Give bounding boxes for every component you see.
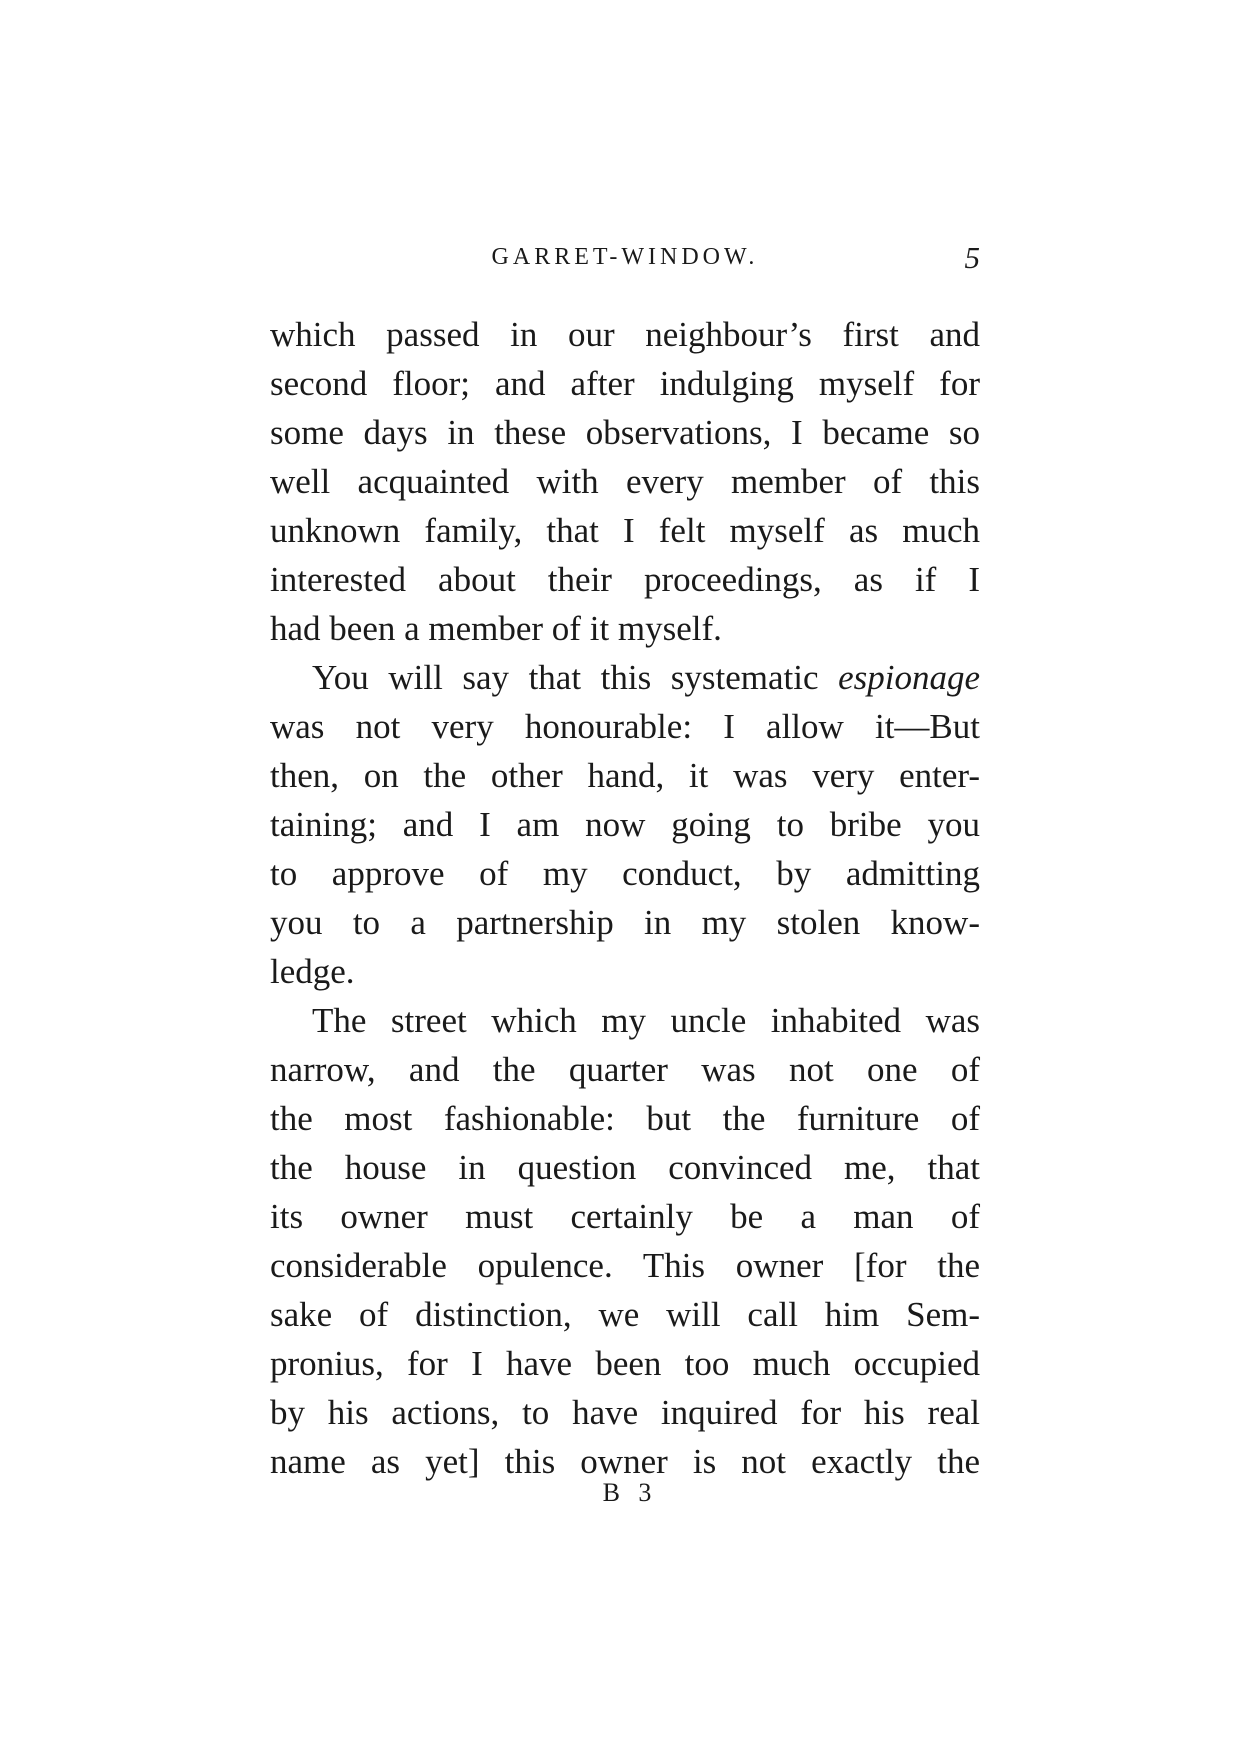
text-line: sake of distinction, we will call him Sem- bbox=[270, 1295, 980, 1334]
text-line: which passed in our neighbour’s first and bbox=[270, 315, 980, 354]
text-line: You will say that this systematic espionage bbox=[312, 658, 980, 697]
body-text bbox=[270, 310, 980, 1486]
page-number: 5 bbox=[964, 240, 980, 275]
text-line: considerable opulence. This owner [for the bbox=[270, 1246, 980, 1285]
text-line: pronius, for I have been too much occupied bbox=[270, 1344, 980, 1383]
text-line: had been a member of it myself. bbox=[270, 609, 722, 648]
text-line: to approve of my conduct, by admitting bbox=[270, 854, 980, 893]
text-line: unknown family, that I felt myself as much bbox=[270, 511, 980, 550]
text-line: taining; and I am now going to bribe you bbox=[270, 805, 980, 844]
running-title: GARRET-WINDOW. bbox=[491, 244, 759, 270]
text-line: narrow, and the quarter was not one of bbox=[270, 1050, 980, 1089]
text-line: The street which my uncle inhabited was bbox=[312, 1001, 980, 1040]
signature-mark: B 3 bbox=[602, 1478, 658, 1507]
italic-word: espionage bbox=[838, 658, 980, 697]
running-head bbox=[270, 240, 980, 280]
text-line: name as yet] this owner is not exactly the bbox=[270, 1442, 980, 1481]
text-line: the house in question convinced me, that bbox=[270, 1148, 980, 1187]
text-line: then, on the other hand, it was very enter- bbox=[270, 756, 980, 795]
text-line: well acquainted with every member of this bbox=[270, 462, 980, 501]
text-line: by his actions, to have inquired for his real bbox=[270, 1393, 980, 1432]
text-line: the most fashionable: but the furniture of bbox=[270, 1099, 980, 1138]
text-line: interested about their proceedings, as if I bbox=[270, 560, 980, 599]
text-line: second floor; and after indulging myself for bbox=[270, 364, 980, 403]
text-line: you to a partnership in my stolen know- bbox=[270, 903, 980, 942]
text-line: its owner must certainly be a man of bbox=[270, 1197, 980, 1236]
text-line: some days in these observations, I became so bbox=[270, 413, 980, 452]
text-line: ledge. bbox=[270, 952, 355, 991]
text-line: was not very honourable: I allow it—But bbox=[270, 707, 980, 746]
